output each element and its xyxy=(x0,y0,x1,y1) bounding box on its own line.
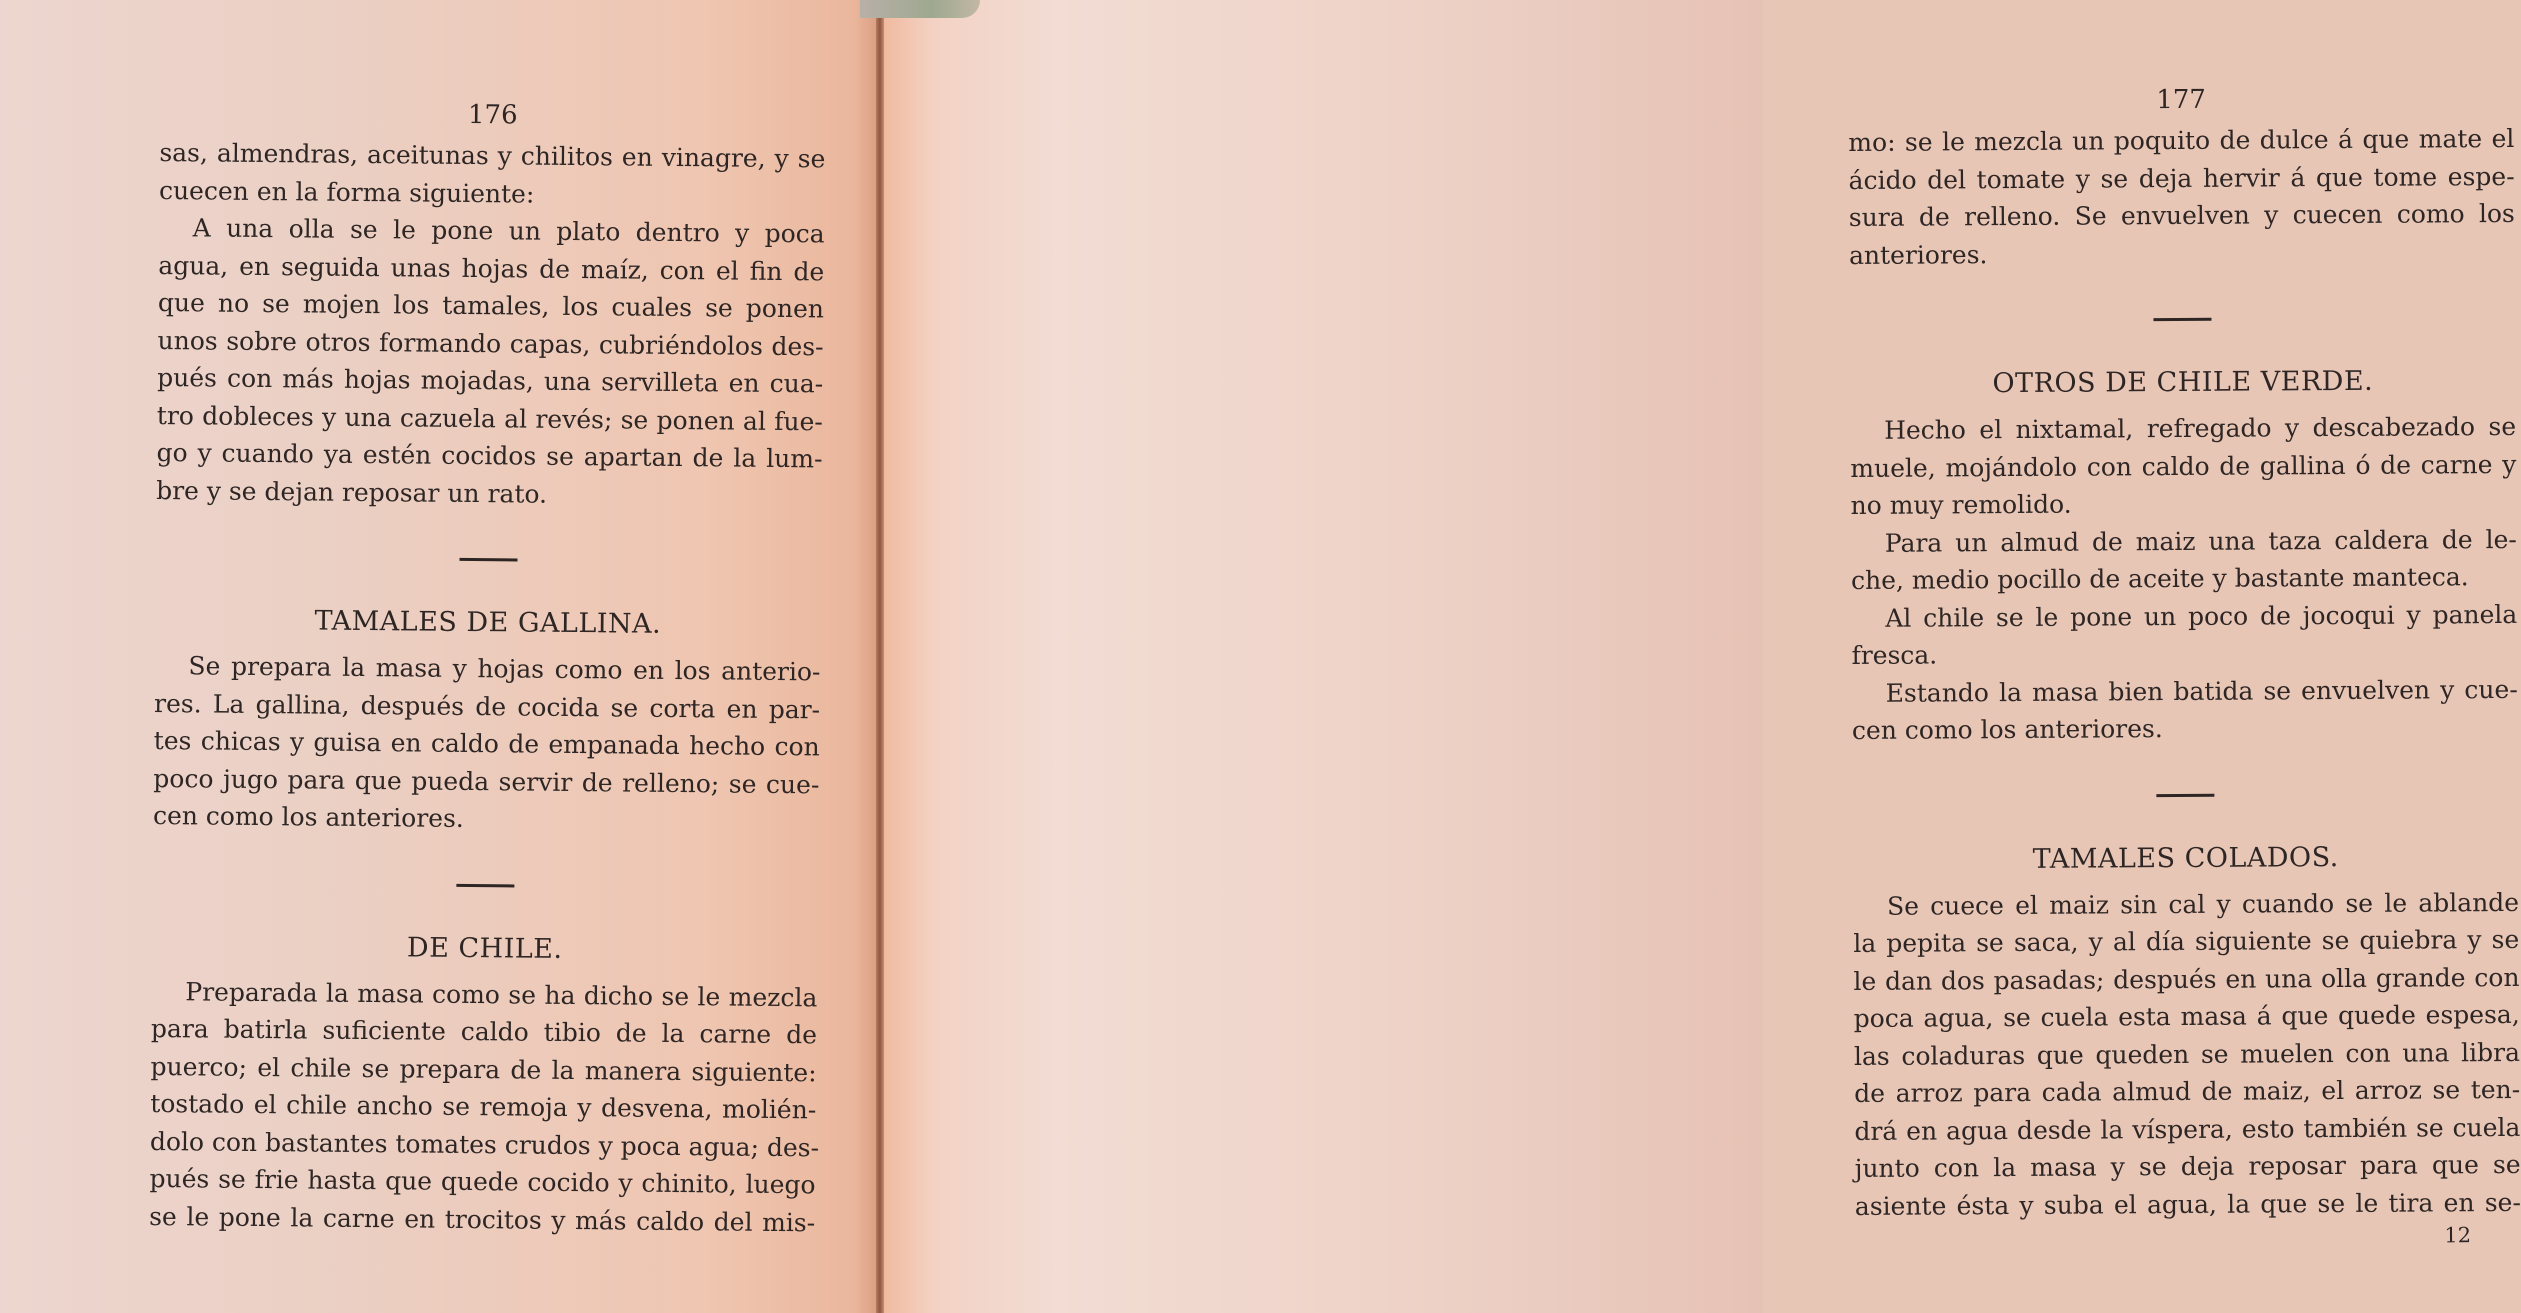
text-line: cuecen en la forma siguiente: xyxy=(158,175,535,209)
divider-rule xyxy=(2156,793,2214,796)
paragraph xyxy=(1851,520,2517,599)
section-divider xyxy=(1849,270,2516,364)
text-line: puerco; el chile se prepara de la manera siguiente: xyxy=(150,1051,817,1087)
book-gutter xyxy=(876,0,884,1313)
paragraph xyxy=(153,647,821,841)
paragraph xyxy=(1852,670,2518,749)
paragraph xyxy=(159,134,826,215)
recipe-heading: TAMALES DE GALLINA. xyxy=(314,605,662,640)
page-number-left: 176 xyxy=(467,99,518,131)
text-line: poco jugo para que pueda servir de relleno; se cue- xyxy=(153,763,820,799)
text-line: tro dobleces y una cazuela al revés; se ponen al fue- xyxy=(156,400,823,436)
text-line: Al chile se le pone un poco de jocoqui y panela xyxy=(1885,599,2518,633)
text-line: A una olla se le pone un plato dentro y poca xyxy=(192,213,825,249)
text-line: poca agua, se cuela esta masa á que quede espesa, xyxy=(1853,999,2520,1033)
section-divider xyxy=(155,509,822,605)
text-line: no muy remolido. xyxy=(1850,489,2072,520)
text-line: se le pone la carne en trocitos y más caldo del mis- xyxy=(149,1201,816,1237)
right-page-text xyxy=(1848,76,2521,1255)
text-line: junto con la masa y se deja reposar para que se xyxy=(1854,1149,2521,1183)
text-line: para batirla suficiente caldo tibio de la carne de xyxy=(150,1013,818,1050)
text-line: tostado el chile ancho se remoja y desvena, molién- xyxy=(150,1088,817,1125)
right-page-body xyxy=(1848,120,2521,1225)
text-line: la pepita se saca, y al día siguiente se quiebra y se xyxy=(1853,924,2520,958)
text-line: go y cuando ya estén cocidos se apartan de la lum- xyxy=(156,437,823,474)
recipe-heading: DE CHILE. xyxy=(406,931,563,965)
recipe-heading: TAMALES COLADOS. xyxy=(2032,841,2339,875)
left-page xyxy=(0,0,880,1313)
text-line: Se cuece el maiz sin cal y cuando se le ablande xyxy=(1886,887,2520,921)
divider-rule xyxy=(456,883,514,887)
text-line: muele, mojándolo con caldo de gallina ó de carne y xyxy=(1850,449,2517,483)
text-line: asiente ésta y suba el agua, la que se le tira en se- xyxy=(1854,1187,2521,1221)
text-line: que no se mojen los tamales, los cuales se ponen xyxy=(157,287,825,324)
section-divider xyxy=(1852,745,2519,839)
text-line: las coladuras que queden se muelen con una libra xyxy=(1853,1037,2521,1071)
text-line: Para un almud de maiz una taza caldera de le- xyxy=(1884,524,2517,558)
text-line: cen como los anteriores. xyxy=(1851,714,2163,745)
text-line: sas, almendras, aceitunas y chilitos en vinagre, y se xyxy=(159,137,826,174)
right-page xyxy=(880,0,2521,1313)
text-line: sura de relleno. Se envuelven y cuecen como los xyxy=(1848,198,2515,232)
divider-rule xyxy=(2153,318,2211,321)
text-line: ácido del tomate y se deja hervir á que tome espe- xyxy=(1848,161,2515,195)
text-line: pués se frie hasta que quede cocido y chinito, luego xyxy=(149,1163,816,1200)
text-line: res. La gallina, después de cocida se corta en par- xyxy=(153,688,821,724)
text-line: le dan dos pasadas; después en una olla grande con xyxy=(1853,962,2520,996)
text-line: anteriores. xyxy=(1848,239,1988,270)
text-line: de arroz para cada almud de maiz, el arroz se ten- xyxy=(1854,1074,2521,1108)
paragraph xyxy=(1848,120,2515,274)
text-line: pués con más hojas mojadas, una servilleta en cua- xyxy=(157,362,824,399)
text-line: cen como los anteriores. xyxy=(152,800,464,833)
text-line: fresca. xyxy=(1851,640,1938,670)
text-line: drá en agua desde la víspera, esto también se cuela xyxy=(1854,1112,2521,1146)
text-line: che, medio pocillo de aceite y bastante manteca. xyxy=(1850,562,2469,595)
text-line: agua, en seguida unas hojas de maíz, con el fin de xyxy=(158,250,825,286)
text-line: bre y se dejan reposar un rato. xyxy=(156,475,548,509)
paragraph xyxy=(1851,595,2517,674)
background-edge xyxy=(860,0,980,18)
left-page-body xyxy=(149,134,826,1241)
text-line: Hecho el nixtamal, refregado y descabezado se xyxy=(1884,411,2517,445)
text-line: dolo con bastantes tomates crudos y poca agua; des- xyxy=(149,1126,820,1162)
text-line: Preparada la masa como se ha dicho se le mezcla xyxy=(185,976,818,1012)
text-line: Estando la masa bien batida se envuelven y cue- xyxy=(1885,674,2518,708)
recipe-heading: OTROS DE CHILE VERDE. xyxy=(1992,365,2374,400)
paragraph xyxy=(149,972,820,1241)
divider-rule xyxy=(459,558,517,562)
left-page-text xyxy=(149,90,826,1241)
text-line: Se prepara la masa y hojas como en los anterio- xyxy=(188,651,821,687)
paragraph xyxy=(1853,883,2521,1225)
paragraph xyxy=(1850,408,2517,525)
text-line: unos sobre otros formando capas, cubriéndolos des- xyxy=(157,325,824,361)
page-number-right: 177 xyxy=(2156,84,2207,116)
text-line: tes chicas y guisa en caldo de empanada hecho con xyxy=(153,725,820,762)
text-line: mo: se le mezcla un poquito de dulce á que mate el xyxy=(1848,123,2515,157)
signature-mark: 12 xyxy=(2444,1223,2472,1248)
paragraph xyxy=(156,209,825,515)
section-divider xyxy=(152,834,819,930)
